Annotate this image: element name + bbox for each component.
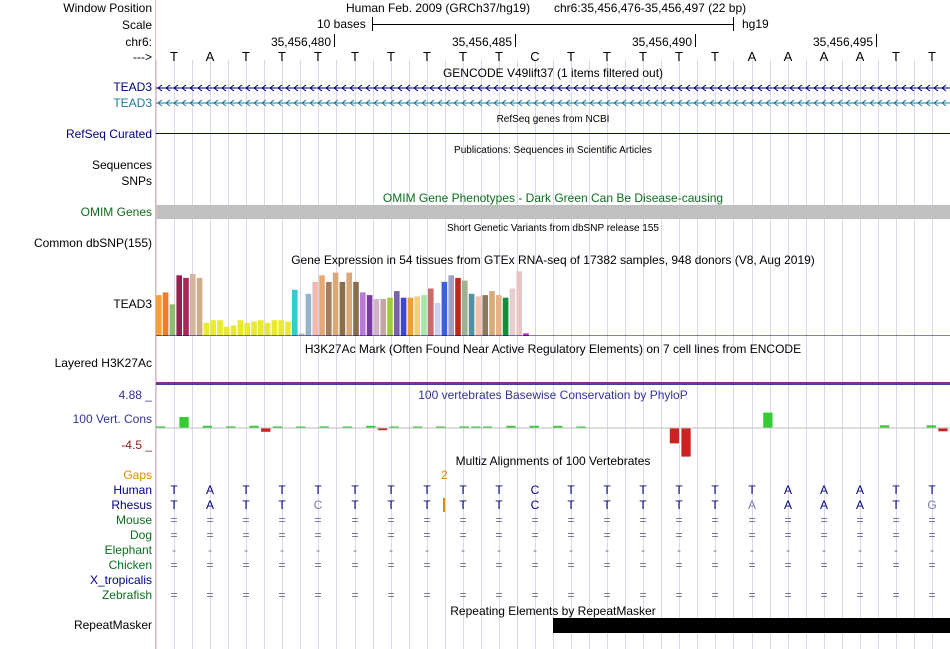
alignment-base: C — [313, 498, 323, 512]
gtex-tissue-bar — [462, 281, 468, 336]
gtex-tissue-bar — [469, 294, 475, 336]
scale-bar — [372, 24, 733, 25]
alignment-base: = — [351, 528, 359, 542]
alignment-base: T — [892, 483, 900, 497]
alignment-base: - — [569, 543, 573, 557]
species-label[interactable]: X_tropicalis — [89, 573, 152, 587]
omim-genes-label[interactable]: OMIM Genes — [80, 205, 152, 219]
alignment-base: = — [892, 588, 900, 602]
gtex-tissue-bar — [455, 278, 461, 336]
sequence-base: T — [567, 49, 575, 64]
phylop-score-bar — [763, 413, 772, 428]
scale-label: Scale — [121, 18, 152, 32]
alignment-base: - — [316, 543, 320, 557]
gtex-tissue-bar — [428, 289, 434, 337]
alignment-base: = — [675, 513, 683, 527]
alignment-base: T — [242, 483, 250, 497]
gtex-tissue-bar — [448, 275, 454, 336]
alignment-base: T — [495, 498, 503, 512]
alignment-base: = — [784, 588, 792, 602]
alignment-base: = — [748, 558, 756, 572]
gtex-tissue-bar — [244, 323, 250, 336]
alignment-base: = — [495, 558, 503, 572]
alignment-base: - — [894, 543, 898, 557]
alignment-base: = — [531, 528, 539, 542]
sequence-base: T — [711, 49, 719, 64]
scale-bar-right-tick — [733, 17, 734, 31]
gtex-tissue-bar — [265, 323, 271, 336]
gtex-tissue-bar — [224, 327, 230, 336]
alignment-base: = — [387, 528, 395, 542]
species-label[interactable]: Elephant — [104, 543, 152, 557]
gtex-tissue-bar — [272, 320, 278, 336]
gtex-tissue-bar — [387, 298, 393, 336]
alignment-base: = — [278, 558, 286, 572]
repeatmasker-track-title[interactable]: Repeating Elements by RepeatMasker — [450, 604, 656, 618]
gtex-tissue-bar — [170, 304, 176, 336]
alignment-base: A — [855, 498, 864, 512]
gtex-tissue-bar — [258, 320, 264, 336]
alignment-base: - — [533, 543, 537, 557]
alignment-base: = — [495, 513, 503, 527]
alignment-base: - — [461, 543, 465, 557]
alignment-base: = — [459, 558, 467, 572]
alignment-base: - — [858, 543, 862, 557]
alignment-base: - — [677, 543, 681, 557]
alignment-base: = — [567, 558, 575, 572]
phylop-min-label: -4.5 _ — [121, 438, 152, 452]
alignment-base: = — [675, 558, 683, 572]
alignment-base: = — [459, 513, 467, 527]
alignment-base: = — [603, 528, 611, 542]
alignment-base: - — [786, 543, 790, 557]
alignment-base: = — [170, 513, 178, 527]
sequence-base: T — [675, 49, 683, 64]
alignment-base: - — [497, 543, 501, 557]
species-label[interactable]: Mouse — [115, 513, 152, 527]
sequence-base: T — [351, 49, 359, 64]
alignment-base: = — [278, 588, 286, 602]
species-label[interactable]: Human — [113, 483, 152, 497]
alignment-base: T — [387, 498, 395, 512]
gtex-tissue-bar — [306, 294, 312, 336]
sequence-base: T — [495, 49, 503, 64]
window-position-label: Window Position — [63, 1, 152, 15]
alignment-base: A — [205, 483, 214, 497]
gtex-tissue-bar — [278, 320, 284, 336]
alignment-base: - — [208, 543, 212, 557]
track-area[interactable] — [156, 0, 950, 649]
alignment-base: = — [928, 558, 936, 572]
alignment-base: = — [639, 588, 647, 602]
alignment-base: = — [639, 528, 647, 542]
sequence-base: A — [819, 49, 829, 64]
repeatmasker-label[interactable]: RepeatMasker — [73, 618, 152, 632]
alignment-base: = — [278, 528, 286, 542]
sequence-base: A — [747, 49, 757, 64]
alignment-base: = — [784, 558, 792, 572]
scale-assembly-text: hg19 — [742, 17, 769, 31]
sequence-base: C — [530, 49, 540, 64]
alignment-base: = — [170, 558, 178, 572]
alignment-base: = — [711, 528, 719, 542]
sequence-base: T — [387, 49, 395, 64]
alignment-base: - — [425, 543, 429, 557]
alignment-base: - — [605, 543, 609, 557]
alignment-base: A — [819, 483, 828, 497]
alignment-base: = — [711, 588, 719, 602]
gtex-tissue-bar — [360, 292, 366, 336]
alignment-base: = — [531, 513, 539, 527]
alignment-base: = — [748, 588, 756, 602]
alignment-base: T — [242, 498, 250, 512]
sequence-base: T — [603, 49, 611, 64]
alignment-base: = — [675, 588, 683, 602]
gtex-tissue-bar — [421, 295, 427, 336]
ruler-tick-label: 35,456,480 — [270, 35, 331, 49]
ruler-tick-mark — [876, 34, 877, 47]
alignment-base: = — [459, 528, 467, 542]
gtex-tissue-bar — [435, 303, 441, 336]
alignment-base: T — [278, 498, 286, 512]
alignment-base: T — [567, 483, 575, 497]
gtex-tissue-bar — [516, 271, 522, 336]
sequence-base: T — [639, 49, 647, 64]
gtex-tissue-bar — [333, 273, 339, 336]
assembly-title: Human Feb. 2009 (GRCh37/hg19) — [346, 1, 531, 15]
alignment-base: = — [423, 558, 431, 572]
alignment-base: A — [855, 483, 864, 497]
alignment-base: = — [567, 528, 575, 542]
sequence-base: T — [459, 49, 467, 64]
alignment-base: A — [747, 498, 756, 512]
gtex-tissue-bar — [251, 322, 257, 337]
scale-bases-text: 10 bases — [317, 17, 366, 31]
alignment-base: = — [856, 558, 864, 572]
species-label[interactable]: Zebrafish — [101, 588, 152, 602]
alignment-base: T — [387, 483, 395, 497]
species-label[interactable]: Chicken — [108, 558, 152, 572]
gtex-tissue-bar — [292, 290, 298, 336]
omim-gene-bar[interactable] — [156, 205, 950, 219]
gtex-tissue-bar — [374, 299, 380, 336]
alignment-base: T — [459, 498, 467, 512]
alignment-base: = — [423, 528, 431, 542]
alignment-base: = — [748, 528, 756, 542]
gtex-tissue-bar — [394, 291, 400, 336]
alignment-base: = — [242, 528, 250, 542]
sequence-base: T — [170, 49, 178, 64]
alignment-base: = — [748, 513, 756, 527]
alignment-base: = — [711, 558, 719, 572]
alignment-base: = — [603, 513, 611, 527]
gtex-tissue-bar — [367, 295, 373, 336]
species-label[interactable]: Dog — [129, 528, 152, 542]
gtex-tissue-bar — [442, 282, 448, 336]
gtex-tissue-bar — [231, 325, 237, 336]
gtex-bar-chart[interactable] — [156, 266, 950, 336]
gtex-tissue-bar — [476, 296, 482, 336]
phylop-conservation-plot[interactable] — [156, 398, 950, 458]
h3k27ac-baseline — [156, 384, 950, 385]
alignment-base: = — [314, 513, 322, 527]
sequence-base: A — [855, 49, 865, 64]
alignment-base: = — [314, 588, 322, 602]
alignment-base: T — [675, 483, 683, 497]
gtex-tissue-bar — [414, 296, 420, 336]
alignment-base: = — [206, 513, 214, 527]
alignment-base: T — [351, 498, 359, 512]
alignment-base: = — [856, 513, 864, 527]
alignment-base: - — [244, 543, 248, 557]
alignment-base: - — [750, 543, 754, 557]
alignment-base: T — [170, 498, 178, 512]
alignment-base: = — [856, 528, 864, 542]
alignment-base: = — [856, 588, 864, 602]
alignment-base: = — [459, 588, 467, 602]
alignment-base: = — [675, 528, 683, 542]
alignment-base: = — [603, 588, 611, 602]
alignment-base: = — [170, 588, 178, 602]
alignment-base: = — [351, 513, 359, 527]
gtex-tissue-bar — [312, 282, 318, 336]
ruler-tick-label: 35,456,485 — [451, 35, 512, 49]
gtex-tissue-bar — [503, 298, 509, 336]
alignment-base: G — [927, 498, 937, 512]
gtex-tissue-bar — [285, 322, 291, 337]
repeat-element-block[interactable] — [553, 618, 950, 633]
alignment-base: T — [314, 483, 322, 497]
gtex-tissue-bar — [176, 275, 182, 336]
sequence-base: T — [928, 49, 936, 64]
gtex-tissue-bar — [326, 282, 332, 336]
alignment-base: T — [711, 483, 719, 497]
alignment-base: T — [639, 483, 647, 497]
chr-label: chr6: — [125, 35, 152, 49]
alignment-base: A — [783, 498, 792, 512]
alignment-base: = — [170, 528, 178, 542]
gap-count-marker[interactable]: 2 — [441, 468, 448, 482]
alignment-base: = — [820, 588, 828, 602]
strand-arrow-label: ---> — [133, 50, 152, 64]
alignment-base: T — [639, 498, 647, 512]
ruler-tick-label: 35,456,495 — [812, 35, 873, 49]
alignment-base: - — [930, 543, 934, 557]
alignment-base: = — [314, 558, 322, 572]
alignment-base: T — [748, 483, 756, 497]
alignment-base: T — [423, 498, 431, 512]
alignment-base: C — [530, 498, 540, 512]
alignment-base: - — [389, 543, 393, 557]
alignment-base: T — [928, 483, 936, 497]
alignment-base: = — [820, 528, 828, 542]
phylop-max-label: 4.88 _ — [118, 388, 152, 402]
alignment-base: T — [351, 483, 359, 497]
ruler-tick-label: 35,456,490 — [631, 35, 692, 49]
snps-label[interactable]: SNPs — [121, 174, 152, 188]
gtex-tissue-bar — [401, 298, 407, 336]
alignment-base: = — [351, 558, 359, 572]
sequence-base: T — [278, 49, 286, 64]
sequence-base: T — [314, 49, 322, 64]
ruler-tick-mark — [695, 34, 696, 47]
alignment-base: T — [459, 483, 467, 497]
gtex-tissue-bar — [496, 295, 502, 336]
alignment-base: = — [784, 513, 792, 527]
gencode-track-title[interactable]: GENCODE V49lift37 (1 items filtered out) — [442, 66, 664, 80]
sequence-base: A — [205, 49, 215, 64]
gtex-tissue-bar — [163, 292, 169, 336]
alignment-base: = — [567, 513, 575, 527]
gtex-tissue-bar — [156, 295, 162, 336]
scale-bar-left-tick — [372, 17, 373, 31]
alignment-base: = — [531, 558, 539, 572]
alignment-base: T — [603, 483, 611, 497]
phylop-score-bar — [261, 428, 270, 432]
alignment-base: = — [206, 588, 214, 602]
gtex-tissue-bar — [217, 320, 223, 336]
publications-track-title[interactable]: Publications: Sequences in Scientific Articles — [454, 145, 652, 156]
alignment-base: = — [206, 528, 214, 542]
phylop-track-title[interactable]: 100 vertebrates Basewise Conservation by PhyloP — [418, 388, 688, 402]
alignment-base: = — [820, 513, 828, 527]
layered-h3k27ac-label[interactable]: Layered H3K27Ac — [54, 356, 152, 370]
gtex-tissue-bar — [319, 275, 325, 336]
alignment-base: = — [242, 588, 250, 602]
refseq-curated-label[interactable]: RefSeq Curated — [65, 127, 152, 141]
alignment-base: - — [822, 543, 826, 557]
alignment-base: = — [892, 528, 900, 542]
sequence-base: T — [242, 49, 250, 64]
alignment-base: = — [639, 513, 647, 527]
gtex-tissue-bar — [190, 274, 196, 336]
alignment-base: = — [351, 588, 359, 602]
alignment-base: = — [278, 513, 286, 527]
dbsnp-track-title[interactable]: Short Genetic Variants from dbSNP release 155 — [447, 223, 659, 234]
alignment-base: T — [603, 498, 611, 512]
alignment-base: C — [530, 483, 540, 497]
alignment-base: = — [495, 588, 503, 602]
alignment-base: T — [170, 483, 178, 497]
alignment-base: = — [242, 513, 250, 527]
alignment-base: = — [603, 558, 611, 572]
alignment-base: - — [280, 543, 284, 557]
alignment-base: = — [387, 558, 395, 572]
phylop-score-bar — [670, 428, 679, 443]
alignment-base: = — [495, 528, 503, 542]
alignment-base: = — [820, 558, 828, 572]
gtex-tissue-bar — [380, 299, 386, 336]
alignment-base: T — [567, 498, 575, 512]
alignment-base: - — [172, 543, 176, 557]
gtex-tissue-bar — [204, 323, 210, 336]
alignment-base: T — [892, 498, 900, 512]
gaps-label[interactable]: Gaps — [123, 468, 152, 482]
alignment-base: = — [711, 513, 719, 527]
species-label[interactable]: Rhesus — [111, 498, 152, 512]
alignment-base: = — [387, 513, 395, 527]
sequence-base: A — [783, 49, 793, 64]
phylop-track-label[interactable]: 100 Vert. Cons — [72, 412, 152, 426]
alignment-base: T — [711, 498, 719, 512]
alignment-base: A — [819, 498, 828, 512]
phylop-score-bar — [179, 417, 188, 428]
refseq-gene-line[interactable] — [156, 133, 950, 134]
alignment-base: = — [206, 558, 214, 572]
ruler-tick-mark — [515, 34, 516, 47]
sequence-base: T — [423, 49, 431, 64]
alignment-base: A — [205, 498, 214, 512]
alignment-base: = — [314, 528, 322, 542]
sequence-base: T — [892, 49, 900, 64]
gtex-tissue-bar — [210, 320, 216, 336]
gtex-tissue-bar — [408, 298, 414, 336]
alignment-base: - — [353, 543, 357, 557]
alignment-base: T — [495, 483, 503, 497]
alignment-base: = — [892, 513, 900, 527]
alignment-base: T — [675, 498, 683, 512]
sequences-label[interactable]: Sequences — [91, 158, 152, 172]
gtex-tissue-bar — [510, 289, 516, 337]
gtex-tissue-bar — [183, 278, 189, 336]
alignment-base: - — [713, 543, 717, 557]
gtex-tissue-bar — [482, 295, 488, 336]
gtex-tissue-bar — [489, 291, 495, 336]
gtex-tissue-bar — [340, 282, 346, 336]
track-label-column — [0, 0, 156, 649]
gencode-tead3-label-2[interactable]: TEAD3 — [113, 96, 152, 110]
ruler-tick-mark — [334, 34, 335, 47]
gtex-tissue-bar — [197, 278, 203, 336]
rhesus-insertion-marker[interactable] — [443, 498, 445, 512]
alignment-base: T — [423, 483, 431, 497]
alignment-base: = — [892, 558, 900, 572]
alignment-base: - — [641, 543, 645, 557]
alignment-base: = — [423, 588, 431, 602]
gtex-tissue-bar — [238, 320, 244, 336]
alignment-base: = — [242, 558, 250, 572]
alignment-base: = — [387, 588, 395, 602]
refseq-track-title[interactable]: RefSeq genes from NCBI — [496, 114, 610, 125]
alignment-base: = — [639, 558, 647, 572]
gtex-tissue-bar — [353, 282, 359, 336]
alignment-base: = — [423, 513, 431, 527]
alignment-base: = — [928, 588, 936, 602]
h3k27ac-track-title[interactable]: H3K27Ac Mark (Often Found Near Active Regulatory Elements) on 7 cell lines from ENCODE — [304, 342, 802, 356]
gencode-tead3-label[interactable]: TEAD3 — [113, 80, 152, 94]
alignment-base: T — [278, 483, 286, 497]
alignment-base: = — [567, 588, 575, 602]
phylop-score-bar — [681, 428, 690, 457]
omim-track-title[interactable]: OMIM Gene Phenotypes - Dark Green Can Be Disease-causing — [382, 191, 724, 205]
multiz-track-title[interactable]: Multiz Alignments of 100 Vertebrates — [455, 454, 651, 468]
alignment-base: = — [928, 528, 936, 542]
alignment-base: = — [531, 588, 539, 602]
common-dbsnp-label[interactable]: Common dbSNP(155) — [33, 236, 152, 250]
alignment-base: = — [784, 528, 792, 542]
gtex-track-title[interactable]: Gene Expression in 54 tissues from GTEx RNA-seq of 17382 samples, 948 donors (V8, Aug 2019) — [291, 253, 815, 267]
gtex-tead3-label[interactable]: TEAD3 — [113, 297, 152, 311]
alignment-base: A — [783, 483, 792, 497]
gtex-tissue-bar — [346, 273, 352, 336]
position-title: chr6:35,456,476-35,456,497 (22 bp) — [554, 1, 747, 15]
alignment-base: = — [928, 513, 936, 527]
